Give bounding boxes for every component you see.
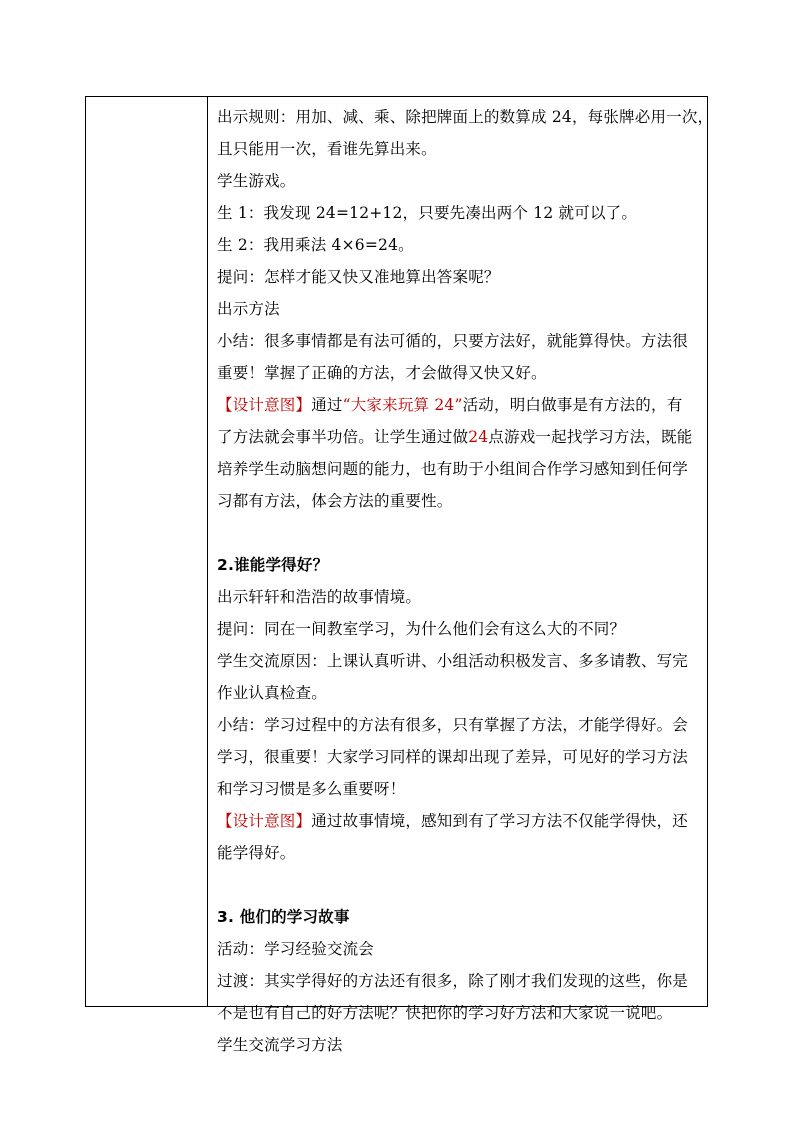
question-2: 提问：同在一间教室学习，为什么他们会有这么大的不同？ — [217, 620, 626, 638]
summary-2-line-2: 学习，很重要！大家学习同样的课却出现了差异，可见好的学习方法 — [217, 748, 689, 766]
rule-line-2: 且只能用一次，看谁先算出来。 — [217, 140, 437, 158]
exchange-methods: 学生交流学习方法 — [217, 1036, 343, 1054]
design-intent-1-line-1: 【设计意图】通过“大家来玩算 24”活动，明白做事是有方法的，有 — [217, 396, 683, 414]
summary-1-line-1: 小结：很多事情都是有法可循的，只要方法好，就能算得快。方法很 — [217, 332, 689, 350]
design-intent-2-line-2: 能学得好。 — [217, 844, 296, 862]
lesson-content-cell — [217, 101, 714, 1061]
rule-line-1: 出示规则：用加、减、乘、除把牌面上的数算成 24，每张牌必用一次， — [217, 108, 714, 126]
show-method: 出示方法 — [217, 300, 280, 318]
transition-line-2: 不是也有自己的好方法呢？快把你的学习好方法和大家说一说吧。 — [217, 1004, 673, 1022]
transition-line-1: 过渡：其实学得好的方法还有很多，除了刚才我们发现的这些，你是 — [217, 972, 689, 990]
story-context: 出示轩轩和浩浩的故事情境。 — [217, 588, 422, 606]
reason-line-2: 作业认真检查。 — [217, 684, 327, 702]
summary-1-line-2: 重要！掌握了正确的方法，才会做得又快又好。 — [217, 364, 547, 382]
design-intent-1-line-4: 习都有方法，体会方法的重要性。 — [217, 492, 453, 510]
reason-line-1: 学生交流原因：上课认真听讲、小组活动积极发言、多多请教、写完 — [217, 652, 689, 670]
summary-2-line-3: 和学习习惯是多么重要呀！ — [217, 780, 406, 798]
student-1-answer: 生 1：我发现 24=12+12，只要先凑出两个 12 就可以了。 — [217, 204, 638, 222]
lesson-table — [85, 96, 714, 1054]
activity: 活动：学习经验交流会 — [217, 940, 375, 958]
student-2-answer: 生 2：我用乘法 4×6=24。 — [217, 236, 414, 254]
student-game: 学生游戏。 — [217, 172, 296, 190]
design-intent-tag: 【设计意图】 — [217, 812, 312, 830]
column-divider — [207, 97, 208, 1006]
design-intent-1-line-3: 培养学生动脑想问题的能力，也有助于小组间合作学习感知到任何学 — [217, 460, 689, 478]
design-intent-tag: 【设计意图】 — [217, 396, 312, 414]
section-2-heading: 2.谁能学得好？ — [217, 556, 329, 574]
question-1: 提问：怎样才能又快又准地算出答案呢？ — [217, 268, 500, 286]
section-3-heading: 3. 他们的学习故事 — [217, 908, 350, 926]
design-intent-1-line-2: 了方法就会事半功倍。让学生通过做24点游戏一起找学习方法，既能 — [217, 428, 693, 446]
design-intent-2-line-1: 【设计意图】通过故事情境，感知到有了学习方法不仅能学得快，还 — [217, 812, 689, 830]
summary-2-line-1: 小结：学习过程中的方法有很多，只有掌握了方法，才能学得好。会 — [217, 716, 689, 734]
